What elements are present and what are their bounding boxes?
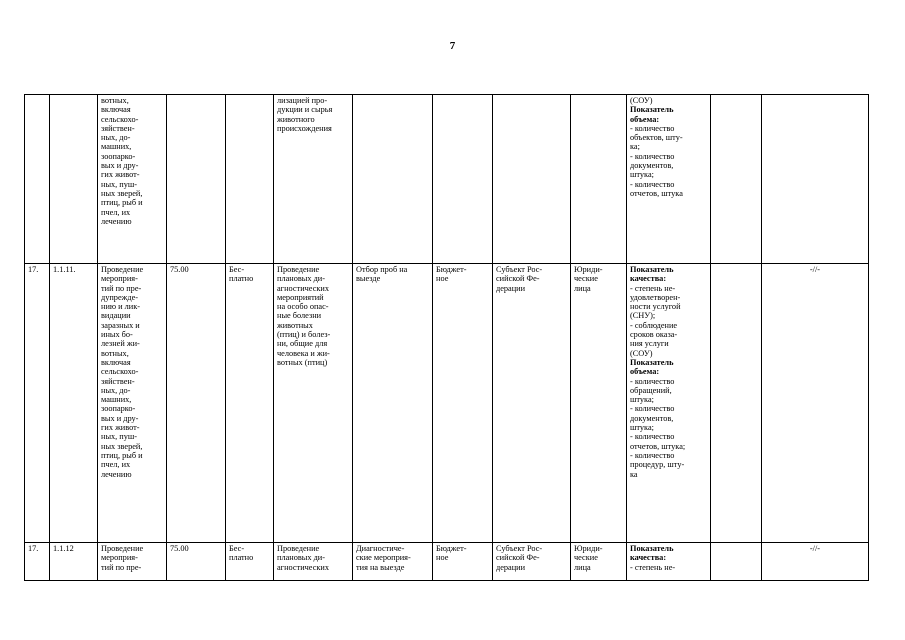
row-number	[25, 95, 50, 264]
volume-indicator-text: - количество обращений, штука; - количество документов, штука; - количество отчетов, штука; - количество процедур, шту- ка	[630, 376, 686, 479]
indicators	[627, 543, 711, 581]
quality-indicator-text: - степень не-	[630, 562, 676, 572]
services-table	[24, 94, 869, 581]
column-12	[711, 264, 762, 543]
funding-source: Бюджет- ное	[433, 543, 493, 581]
service-price	[167, 95, 226, 264]
column-13: -//-	[762, 264, 869, 543]
column-13: -//-	[762, 543, 869, 581]
quality-indicator-title: Показатель качества:	[630, 265, 674, 284]
service-conditions	[353, 95, 433, 264]
table-row	[25, 95, 869, 264]
quality-indicator-title: Показатель качества:	[630, 544, 674, 563]
volume-indicator-title: Показатель объема:	[630, 357, 674, 377]
indicator-text: (СОУ)	[630, 96, 653, 105]
service-code: 1.1.11.	[50, 264, 98, 543]
service-content: Проведение плановых ди- агностических мероприятий на особо опас- ные болезни животных (птиц) и болез- ни, общие для человека и жи- вотных (птиц)	[274, 264, 353, 543]
consumer-category: Юриди- ческие лица	[571, 264, 627, 543]
consumer-category: Юриди- ческие лица	[571, 543, 627, 581]
consumer: Субъект Рос- сийской Фе- дерации	[493, 543, 571, 581]
quality-indicator-text: - степень не- удовлетворен- ности услугой (СНУ); - соблюдение сроков оказа- ния услуги (СОУ)	[630, 283, 681, 358]
consumer: Субъект Рос- сийской Фе- дерации	[493, 264, 571, 543]
service-name: вотных, включая сельскохо- зяйствен- ных, до- машних, зоопарко- вых и дру- гих живот- ных, пуш- ных зверей, птиц, рыб и пчел, их лечению	[98, 95, 167, 264]
consumer-category	[571, 95, 627, 264]
page-number: 7	[449, 40, 456, 52]
funding-source	[433, 95, 493, 264]
service-code: 1.1.12	[50, 543, 98, 581]
indicators	[627, 264, 711, 543]
service-price: 75.00	[167, 543, 226, 581]
payment-type: Бес- платно	[226, 264, 274, 543]
service-conditions: Отбор проб на выезде	[353, 264, 433, 543]
service-code	[50, 95, 98, 264]
payment-type	[226, 95, 274, 264]
service-name: Проведение мероприя- тий по пре- дупрежде- нию и лик- видации заразных и иных бо- лезней жи- вотных, включая сельскохо- зяйствен- ных, до- машних, зоопарко- вых и дру- гих живот- ных, пуш- ных зверей, птиц, рыб и пчел, их лечению	[98, 264, 167, 543]
column-12	[711, 543, 762, 581]
service-content: Проведение плановых ди- агностических	[274, 543, 353, 581]
consumer	[493, 95, 571, 264]
table-row	[25, 264, 869, 543]
service-conditions: Диагностиче- ские мероприя- тия на выезде	[353, 543, 433, 581]
funding-source: Бюджет- ное	[433, 264, 493, 543]
service-content: лизацией про- дукции и сырья животного происхождения	[274, 95, 353, 264]
row-number: 17.	[25, 264, 50, 543]
table-row	[25, 543, 869, 581]
indicators	[627, 95, 711, 264]
volume-indicator-title: Показатель объема:	[630, 105, 674, 124]
service-name: Проведение мероприя- тий по пре-	[98, 543, 167, 581]
service-price: 75.00	[167, 264, 226, 543]
column-13	[762, 95, 869, 264]
column-12	[711, 95, 762, 264]
payment-type: Бес- платно	[226, 543, 274, 581]
volume-indicator-text: - количество объектов, шту- ка; - количество документов, штука; - количество отчетов, штука	[630, 123, 683, 198]
row-number: 17.	[25, 543, 50, 581]
